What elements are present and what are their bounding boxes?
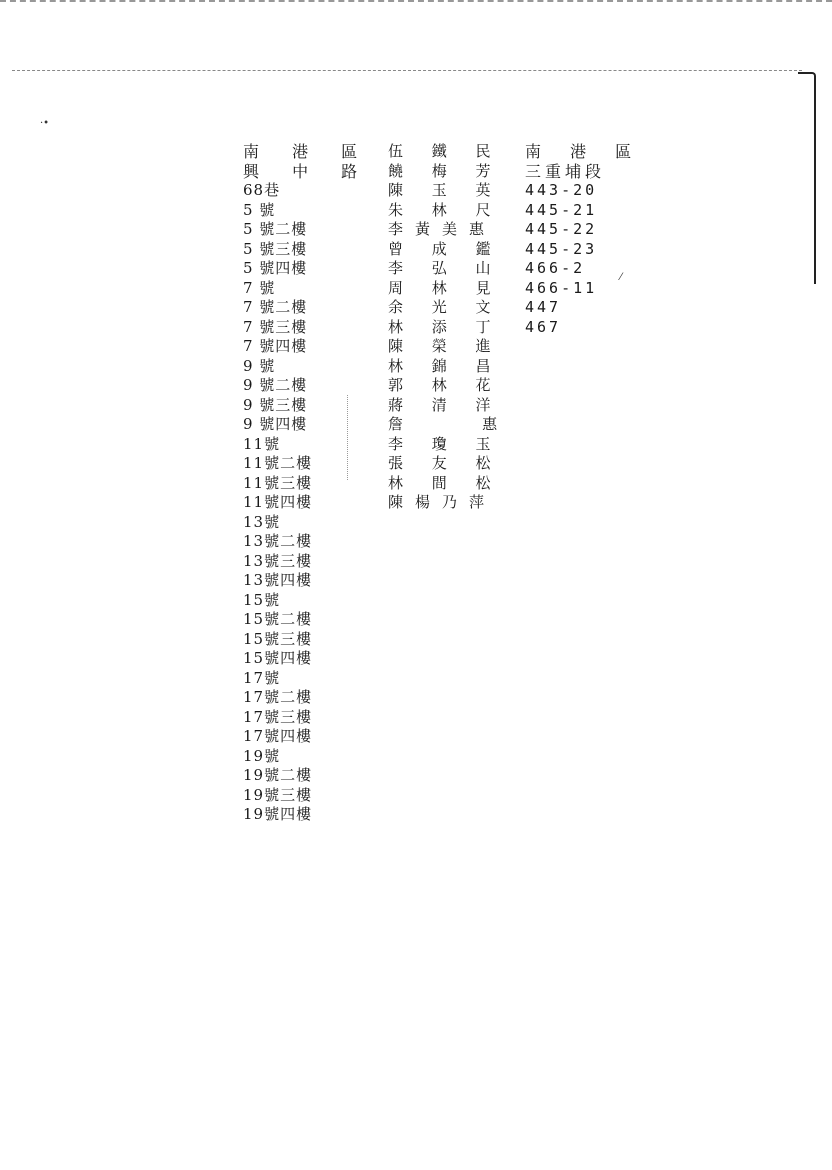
address-entry: 15號二樓 [243,610,313,628]
lot-entry: 445-21 [525,200,598,219]
name-entry: 詹 惠 [388,415,510,433]
lot-entry: 445-23 [525,239,598,258]
lot-entry: 466-2 [525,259,586,277]
scan-speck: ·• [40,118,50,129]
address-entry: 13號四樓 [243,571,313,589]
lot-entry: 447 [525,298,562,316]
address-entry: 68巷 [243,181,281,199]
address-entry: 5 號三樓 [243,239,308,258]
scan-edge-top [0,0,832,6]
address-entry: 7 號二樓 [243,298,308,316]
lot-entry: 466-11 [525,278,598,297]
address-entry: 15號三樓 [243,629,313,648]
address-entry: 13號 [243,512,281,531]
lot-column [525,142,644,337]
address-header-line: 興 中 路 [243,161,372,181]
lot-header-line: 南 港 區 [525,142,644,161]
lot-entry: 467 [525,317,562,336]
name-entry: 李黃美惠 [388,220,497,238]
address-column [243,142,372,825]
name-entry: 余 光 文 [388,298,503,316]
address-header-line: 南 港 區 [243,142,372,161]
address-entry: 19號四樓 [243,805,313,823]
name-entry: 饒 梅 芳 [388,161,503,180]
address-entry: 11號四樓 [243,493,313,511]
address-entry: 7 號 [243,278,276,297]
name-entry: 陳楊乃萍 [388,493,497,511]
address-entry: 11號二樓 [243,454,313,472]
address-entry: 17號三樓 [243,707,313,726]
address-entry: 15號四樓 [243,649,313,667]
scan-speck: ⁄ [620,272,622,283]
lot-entry: 445-22 [525,220,598,238]
name-entry: 李 瓊 玉 [388,434,503,453]
address-entry: 15號 [243,590,281,609]
address-entry: 17號 [243,668,281,687]
name-entry: 李 弘 山 [388,259,503,277]
lot-entry: 443-20 [525,181,598,199]
address-entry: 7 號四樓 [243,337,308,355]
address-entry: 13號三樓 [243,551,313,570]
address-entry: 5 號四樓 [243,259,308,277]
name-entry: 曾 成 鑑 [388,239,503,258]
address-entry: 17號二樓 [243,688,313,706]
name-entry: 周 林 見 [388,278,503,297]
name-entry: 林 錦 昌 [388,356,503,375]
lot-header-line: 三重埔段 [525,161,606,181]
address-entry: 17號四樓 [243,727,313,745]
name-entry: 林 添 丁 [388,317,503,336]
name-list [388,142,510,513]
address-entry: 11號 [243,434,281,453]
address-entry: 9 號四樓 [243,415,308,433]
address-entry: 5 號 [243,200,276,219]
dashed-divider-line [12,70,802,73]
address-list [243,181,353,825]
name-entry: 陳 玉 英 [388,181,503,199]
name-entry: 朱 林 尺 [388,200,503,219]
address-entry: 13號二樓 [243,532,313,550]
address-entry: 19號三樓 [243,785,313,804]
address-entry: 5 號二樓 [243,220,308,238]
name-entry: 林 間 松 [388,473,503,492]
name-entry: 蔣 清 洋 [388,395,503,414]
name-entry: 張 友 松 [388,454,503,472]
name-entry: 伍 鐵 民 [388,142,503,160]
address-entry: 11號三樓 [243,473,313,492]
name-column [388,142,510,513]
lot-list [525,181,635,337]
address-entry: 7 號三樓 [243,317,308,336]
address-entry: 9 號二樓 [243,376,308,394]
address-entry: 9 號 [243,356,276,375]
name-entry: 陳 榮 進 [388,337,503,355]
address-entry: 19號 [243,746,281,765]
address-entry: 9 號三樓 [243,395,308,414]
page-corner-bracket [798,72,816,284]
address-entry: 19號二樓 [243,766,313,784]
name-entry: 郭 林 花 [388,376,503,394]
